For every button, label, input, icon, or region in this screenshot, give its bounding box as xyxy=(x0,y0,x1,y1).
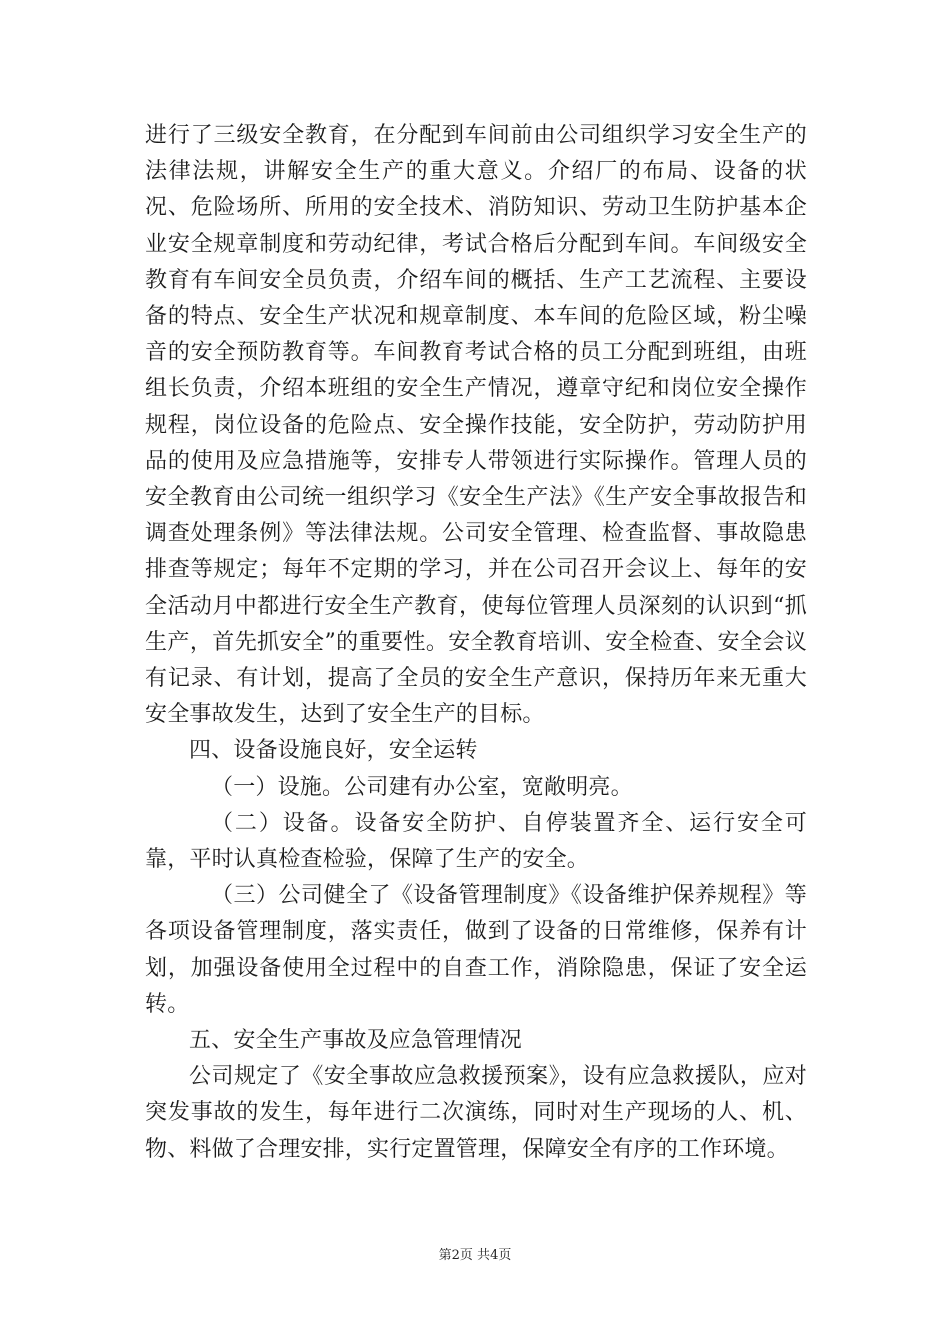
paragraph-equipment: （二）设备。设备安全防护、自停装置齐全、运行安全可靠，平时认真检查检验，保障了生产的安全。 xyxy=(145,810,807,873)
page-footer xyxy=(0,1247,950,1265)
footer-suffix: 页 xyxy=(498,1248,512,1263)
footer-current-page: 2 xyxy=(451,1248,460,1263)
paragraph-facilities: （一）设施。公司建有办公室，宽敞明亮。 xyxy=(211,774,633,800)
document-body xyxy=(145,118,807,1168)
paragraph-safety-education: 进行了三级安全教育，在分配到车间前由公司组织学习安全生产的法律法规，讲解安全生产的重大意义。介绍厂的布局、设备的状况、危险场所、所用的安全技术、消防知识、劳动卫生防护基本企业安全规章制度和劳动纪律，考试合格后分配到车间。车间级安全教育有车间安全员负责，介绍车间的概括、生产工艺流程、主要设备的特点、安全生产状况和规章制度、本车间的危险区域，粉尘噪音的安全预防教育等。车间教育考试合格的员工分配到班组，由班组长负责，介绍本班组的安全生产情况，遵章守纪和岗位安全操作规程，岗位设备的危险点、安全操作技能，安全防护，劳动防护用品的使用及应急措施等，安排专人带领进行实际操作。管理人员的安全教育由公司统一组织学习《安全生产法》《生产安全事故报告和调查处理条例》等法律法规。公司安全管理、检查监督、事故隐患排查等规定；每年不定期的学习，并在公司召开会议上、每年的安全活动月中都进行安全生产教育，使每位管理人员深刻的认识到“抓生产，首先抓安全”的重要性。安全教育培训、安全检查、安全会议有记录、有计划，提高了全员的安全生产意识，保持历年来无重大安全事故发生，达到了安全生产的目标。 xyxy=(145,123,807,728)
paragraph-emergency-plan: 公司规定了《安全事故应急救援预案》，设有应急救援队，应对突发事故的发生，每年进行二次演练，同时对生产现场的人、机、物、料做了合理安排，实行定置管理，保障安全有序的工作环境。 xyxy=(145,1064,807,1162)
paragraph-equipment-management: （三）公司健全了《设备管理制度》《设备维护保养规程》等各项设备管理制度，落实责任，做到了设备的日常维修，保养有计划，加强设备使用全过程中的自查工作，消除隐患，保证了安全运转。 xyxy=(145,883,807,1017)
footer-prefix: 第 xyxy=(438,1248,452,1263)
section-heading-equipment: 四、设备设施良好，安全运转 xyxy=(189,738,478,764)
section-heading-emergency: 五、安全生产事故及应急管理情况 xyxy=(189,1028,523,1054)
footer-total-pages: 4 xyxy=(490,1248,499,1263)
footer-middle: 页 共 xyxy=(459,1248,491,1263)
